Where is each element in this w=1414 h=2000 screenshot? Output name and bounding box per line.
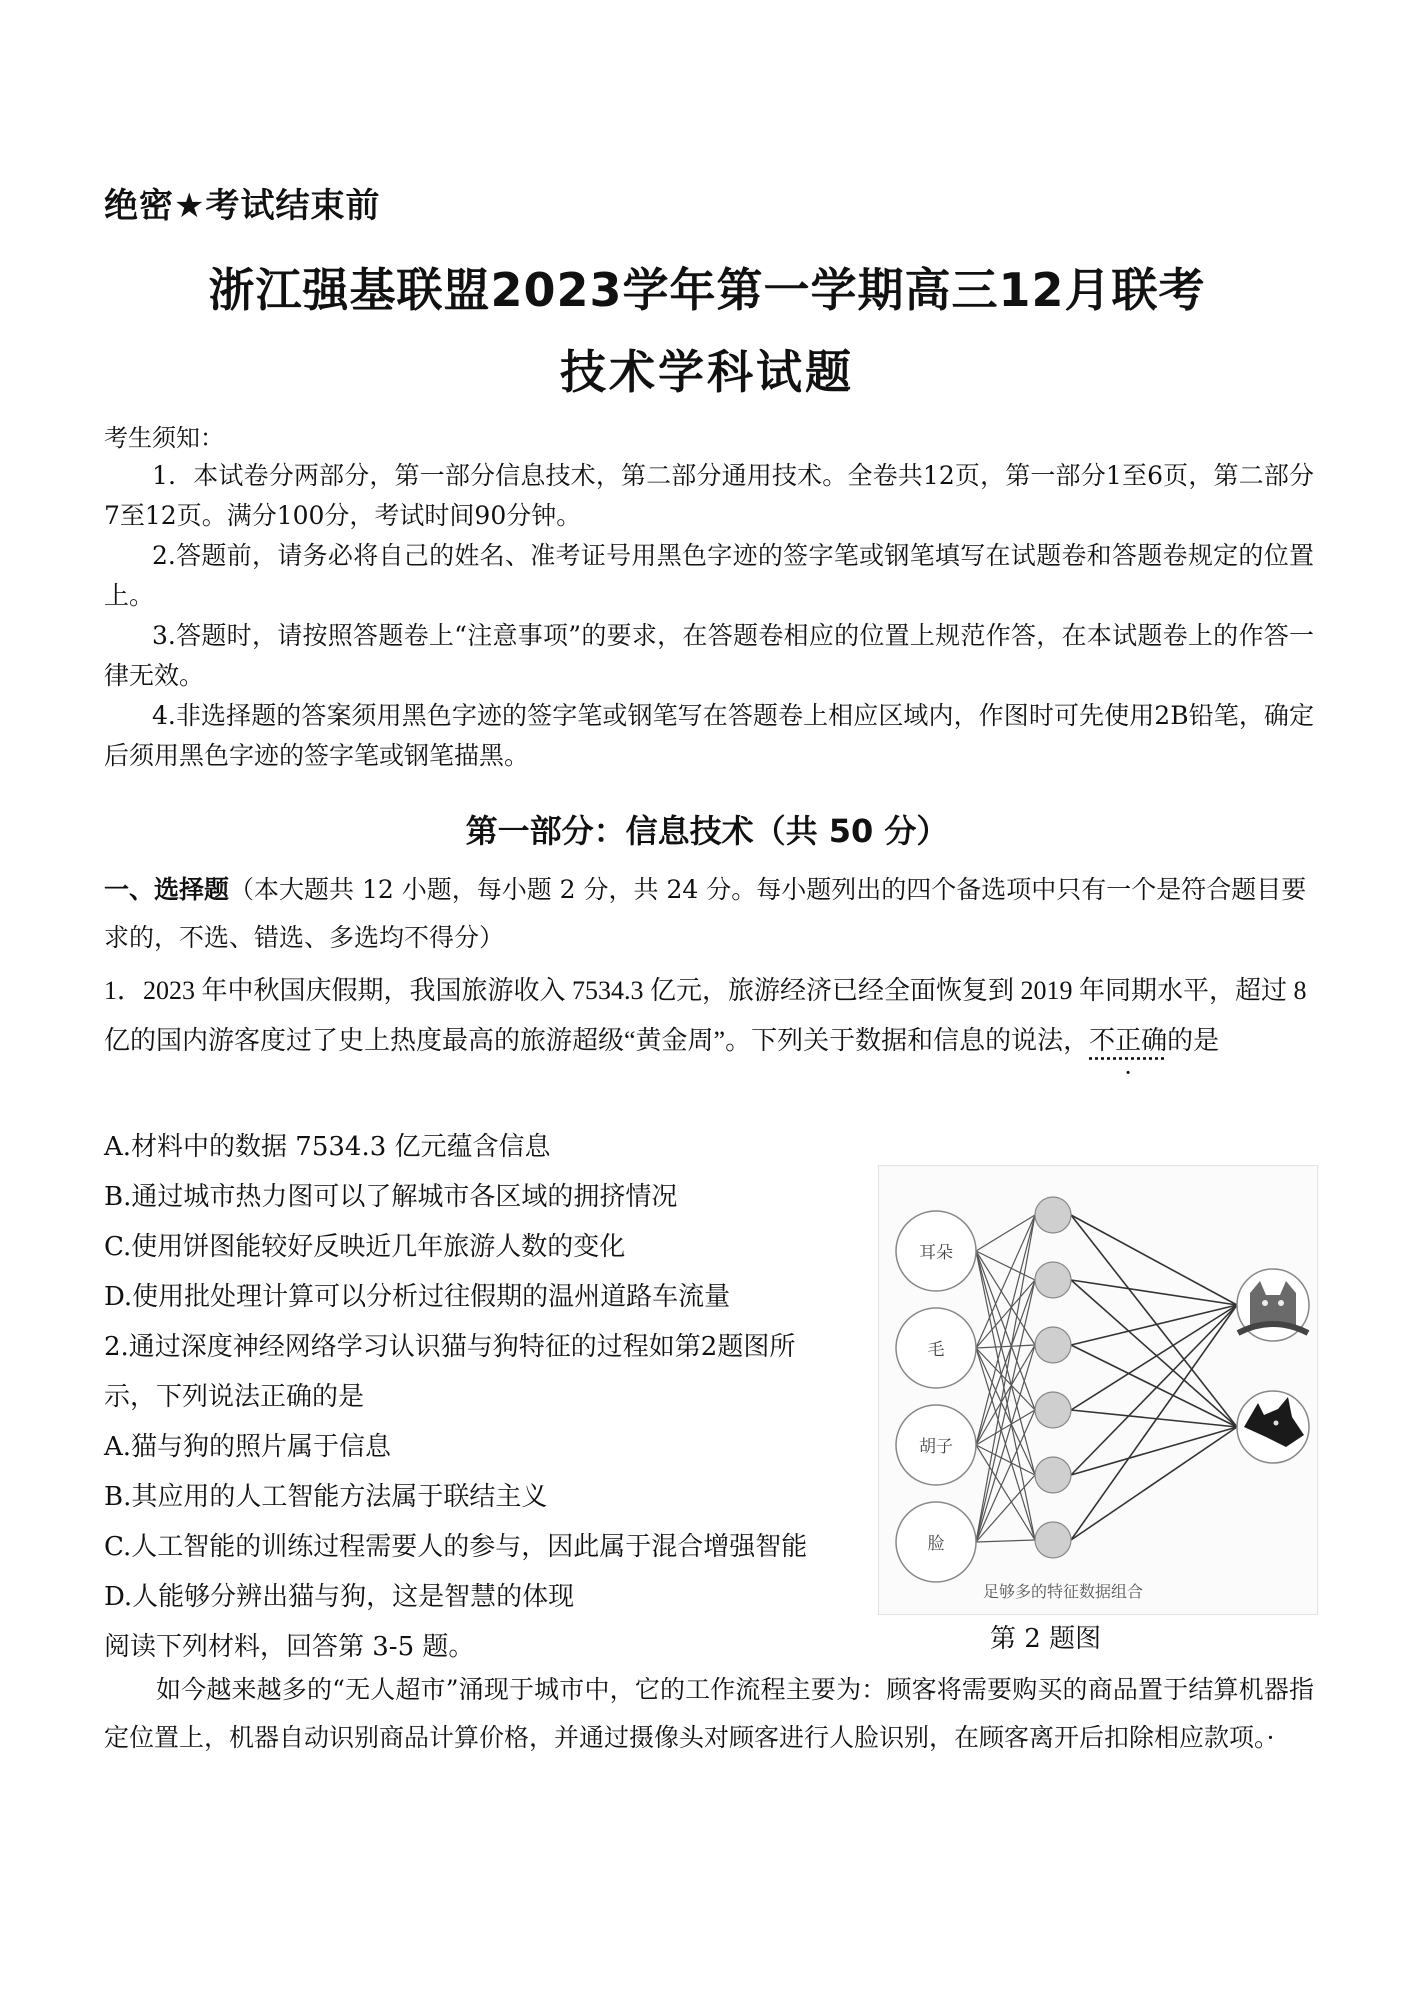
notice-item: 1．本试卷分两部分，第一部分信息技术，第二部分通用技术。全卷共12页，第一部分1至6页，第二部分7至12页。满分100分，考试时间90分钟。 [104, 461, 1314, 530]
input-node [896, 1211, 976, 1291]
input-node [896, 1308, 976, 1388]
part-one-title: 第一部分：信息技术（共 50 分） [465, 812, 949, 850]
hidden-node [1035, 1197, 1071, 1233]
q1-emphasis: 不正确 [1089, 1026, 1168, 1055]
exam-title: 浙江强基联盟2023学年第一学期高三12月联考 [208, 263, 1206, 317]
notice-item: 2.答题前，请务必将自己的姓名、准考证号用黑色字迹的签字笔或钢笔填写在试题卷和答题卷规定的位置上。 [104, 541, 1314, 610]
hidden-node [1035, 1522, 1071, 1558]
q1-option-d: D.使用批处理计算可以分析过往假期的温州道路车流量 [104, 1282, 731, 1312]
input-node [896, 1405, 976, 1485]
input-label-fur: 毛 [927, 1340, 945, 1360]
notice-list [104, 456, 1314, 776]
q2-option-b: B.其应用的人工智能方法属于联结主义 [104, 1482, 548, 1512]
question-1-stem [104, 966, 1319, 1066]
dog-output-icon [1237, 1391, 1309, 1463]
q2-option-a: A.猫与狗的照片属于信息 [104, 1432, 392, 1462]
material-text: 如今越来越多的“无人超市”涌现于城市中，它的工作流程主要为：顾客将需要购买的商品置于结算机器指定位置上，机器自动识别商品计算价格，并通过摄像头对顾客进行人脸识别，在顾客离开后扣除相应款项。· [104, 1675, 1314, 1752]
figure-bottom-label: 足够多的特征数据组合 [982, 1582, 1144, 1601]
q2-option-c: C.人工智能的训练过程需要人的参与，因此属于混合增强智能 [104, 1532, 808, 1562]
confidential-label: 绝密★考试结束前 [104, 186, 381, 226]
q2-stem-line1: 2.通过深度神经网络学习认识猫与狗特征的过程如第2题图所 [104, 1332, 796, 1362]
section-description: （本大题共 12 小题，每小题 2 分，共 24 分。每小题列出的四个备选项中只有一个是符合题目要求的，不选、错选、多选均不得分） [104, 875, 1307, 952]
q2-option-d: D.人能够分辨出猫与狗，这是智慧的体现 [104, 1582, 575, 1612]
q1-stem-tail: 的是 [1167, 1026, 1220, 1055]
section-header [104, 866, 1314, 962]
reading-intro: 阅读下列材料，回答第 3-5 题。 [104, 1632, 475, 1662]
notice-item: 3.答题时，请按照答题卷上“注意事项”的要求，在答题卷相应的位置上规范作答，在本试题卷上的作答一律无效。 [104, 621, 1314, 690]
exam-subtitle: 技术学科试题 [560, 345, 854, 399]
notice-heading: 考生须知： [104, 424, 224, 452]
notice-item: 4.非选择题的答案须用黑色字迹的签字笔或钢笔写在答题卷上相应区域内，作图时可先使用2B铅笔，确定后须用黑色字迹的签字笔或钢笔描黑。 [104, 701, 1314, 770]
q1-stem-text: 1．2023 年中秋国庆假期，我国旅游收入 7534.3 亿元，旅游经济已经全面恢复到 2019 年同期水平，超过 8 亿的国内游客度过了史上热度最高的旅游超级“黄金周”。下列关于数据和信息的说法， [104, 976, 1307, 1055]
q1-option-a: A.材料中的数据 7534.3 亿元蕴含信息 [104, 1132, 551, 1162]
input-label-ears: 耳朵 [919, 1243, 953, 1263]
hidden-node [1035, 1392, 1071, 1428]
cat-output-icon [1237, 1269, 1309, 1341]
q1-option-b: B.通过城市热力图可以了解城市各区域的拥挤情况 [104, 1182, 678, 1212]
hidden-node [1035, 1327, 1071, 1363]
section-label: 一、选择题 [104, 875, 230, 904]
hidden-node [1035, 1457, 1071, 1493]
figure-caption: 第 2 题图 [990, 1624, 1102, 1654]
reading-material [104, 1666, 1314, 1762]
q1-option-c: C.使用饼图能较好反映近几年旅游人数的变化 [104, 1232, 626, 1262]
input-label-whiskers: 胡子 [919, 1437, 953, 1457]
q2-stem-line2: 示，下列说法正确的是 [104, 1382, 365, 1412]
neural-network-figure [878, 1165, 1318, 1615]
hidden-node [1035, 1262, 1071, 1298]
input-label-face: 脸 [927, 1534, 945, 1554]
input-node [896, 1502, 976, 1582]
